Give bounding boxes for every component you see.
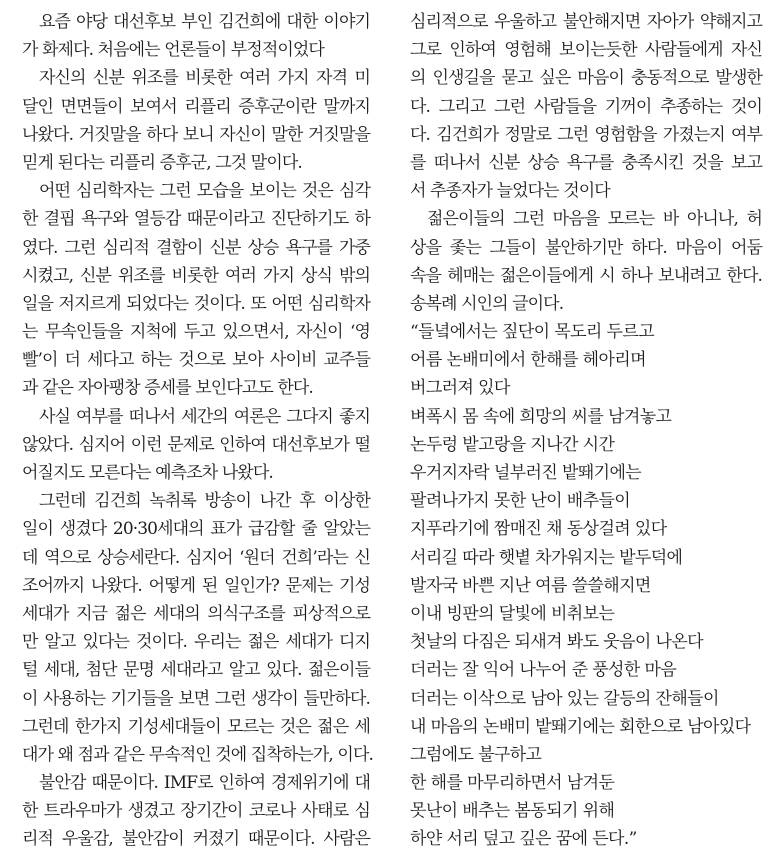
right-prose bbox=[410, 8, 762, 318]
poem-line: 내 마음의 논배미 밭뙈기에는 회한으로 남아있다 bbox=[410, 716, 751, 737]
text-line: 어질지도 모른다는 예측조차 나왔다. bbox=[22, 463, 273, 483]
right-column bbox=[410, 8, 762, 854]
text-line: 였다. 그런 심리적 결함이 신분 상승 욕구를 가중 bbox=[22, 237, 370, 258]
text-line: 를 떠나서 신분 상승 욕구를 충족시킨 것을 보고 bbox=[410, 152, 762, 173]
poem-line: 버그러져 있다 bbox=[410, 378, 510, 399]
poem-line: 이내 빙판의 달빛에 비취보는 bbox=[410, 603, 615, 624]
text-line: 그런데 김건희 녹취록 방송이 나간 후 이상한 bbox=[39, 491, 370, 512]
text-line: 요즘 야당 대선후보 부인 김건희에 대한 이야기 bbox=[39, 12, 370, 32]
text-line: 일을 저지르게 되었다는 것이다. 또 어떤 심리학자 bbox=[22, 293, 370, 314]
poem bbox=[410, 318, 762, 854]
poem-line: 논두렁 밭고랑을 지나간 시간 bbox=[410, 434, 615, 455]
text-line: 대가 왜 점과 같은 무속적인 것에 집착하는가, 이다. bbox=[22, 744, 373, 765]
poem-line: 지푸라기에 짬매진 채 동상걸려 있다 bbox=[410, 519, 667, 540]
poem-line: 못난이 배추는 봄동되기 위해 bbox=[410, 801, 615, 822]
text-line: 는 무속인들을 지척에 두고 있으면서, 자신이 ‘영 bbox=[22, 322, 370, 343]
poem-line: 한 해를 마무리하면서 남겨둔 bbox=[410, 773, 615, 794]
text-line: 젊은이들의 그런 마음을 모르는 바 아니나, 허 bbox=[427, 209, 762, 230]
poem-line: “들녘에서는 짚단이 목도리 두르고 bbox=[410, 322, 655, 343]
text-line: 세대가 지금 젊은 세대의 의식구조를 피상적으로 bbox=[22, 603, 370, 624]
poem-line: 벼폭시 몸 속에 희망의 씨를 남겨놓고 bbox=[410, 406, 672, 427]
text-line: 데 역으로 상승세란다. 심지어 ‘원더 건희’라는 신 bbox=[22, 547, 370, 568]
text-line: 송복례 시인의 글이다. bbox=[410, 293, 564, 314]
text-line: 다. 김건희가 정말로 그런 영험함을 가졌는지 여부 bbox=[410, 124, 762, 145]
text-line: 어떤 심리학자는 그런 모습을 보이는 것은 심각 bbox=[39, 181, 370, 202]
text-line: 믿게 된다는 리플리 증후군, 그것 말이다. bbox=[22, 152, 302, 173]
text-line: 의 인생길을 묻고 싶은 마음이 충동적으로 발생한 bbox=[410, 68, 762, 89]
text-line: 가 화제다. 처음에는 언론들이 부정적이었다 bbox=[22, 40, 324, 61]
text-line: 만 알고 있다는 것이다. 우리는 젊은 세대가 디지 bbox=[22, 632, 370, 653]
text-line: 달인 면면들이 보여서 리플리 증후군이란 말까지 bbox=[22, 96, 370, 117]
poem-line: 우거지자락 널부러진 밭뙈기에는 bbox=[410, 463, 642, 483]
text-line: 나왔다. 거짓말을 하다 보니 자신이 말한 거짓말을 bbox=[22, 124, 370, 145]
text-line: 빨’이 더 세다고 하는 것으로 보아 사이비 교주들 bbox=[22, 350, 370, 371]
text-line: 자신의 신분 위조를 비롯한 여러 가지 자격 미 bbox=[39, 68, 370, 89]
text-line: 불안감 때문이다. IMF로 인하여 경제위기에 대 bbox=[39, 773, 370, 794]
text-line: 한 결핍 욕구와 열등감 때문이라고 진단하기도 하 bbox=[22, 209, 370, 230]
text-line: 시켰고, 신분 위조를 비롯한 여러 가지 상식 밖의 bbox=[22, 265, 370, 286]
text-line: 한 트라우마가 생겼고 장기간이 코로나 사태로 심 bbox=[22, 801, 370, 822]
poem-line: 하얀 서리 덮고 깊은 꿈에 든다.” bbox=[410, 829, 637, 850]
text-line: 심리적으로 우울하고 불안해지면 자아가 약해지고 bbox=[410, 12, 762, 32]
text-line: 서 추종자가 늘었다는 것이다 bbox=[410, 181, 610, 202]
poem-line: 더러는 잘 익어 나누어 준 풍성한 마음 bbox=[410, 660, 677, 681]
text-line: 그런데 한가지 기성세대들이 모르는 것은 젊은 세 bbox=[22, 716, 370, 737]
text-line: 일이 생겼다 20·30세대의 표가 급감할 줄 알았는 bbox=[22, 519, 370, 540]
text-line: 사실 여부를 떠나서 세간의 여론은 그다지 좋지 bbox=[39, 406, 370, 427]
text-line: 상을 좇는 그들이 불안하기만 하다. 마음이 어둠 bbox=[410, 237, 762, 258]
poem-line: 더러는 이삭으로 남아 있는 갈등의 잔해들이 bbox=[410, 688, 719, 709]
poem-line: 그럼에도 불구하고 bbox=[410, 744, 542, 765]
text-line: 않았다. 심지어 이런 문제로 인하여 대선후보가 떨 bbox=[22, 434, 370, 455]
text-line: 조어까지 나왔다. 어떻게 된 일인가? 문제는 기성 bbox=[22, 575, 370, 596]
text-line: 털 세대, 첨단 문명 세대라고 알고 있다. 젊은이들 bbox=[22, 660, 370, 681]
left-column bbox=[22, 8, 373, 854]
poem-line: 발자국 바쁜 지난 여름 쓸쓸해지면 bbox=[410, 575, 651, 596]
text-line: 리적 우울감, 불안감이 커졌기 때문이다. 사람은 bbox=[22, 829, 370, 850]
text-line: 속을 헤매는 젊은이들에게 시 하나 보내려고 한다. bbox=[410, 265, 762, 286]
poem-line: 서리길 따라 햇볕 차가워지는 밭두덕에 bbox=[410, 547, 683, 568]
text-line: 과 같은 자아팽창 증세를 보인다고도 한다. bbox=[22, 378, 313, 399]
text-line: 이 사용하는 기기들을 보면 그런 생각이 들만하다. bbox=[22, 688, 370, 709]
text-line: 다. 그리고 그런 사람들을 기꺼이 추종하는 것이 bbox=[410, 96, 762, 117]
poem-line: 첫날의 다짐은 되새겨 봐도 웃음이 나온다 bbox=[410, 632, 703, 653]
text-line: 그로 인하여 영험해 보이는듯한 사람들에게 자신 bbox=[410, 40, 762, 61]
poem-line: 어름 논배미에서 한해를 헤아리며 bbox=[410, 350, 646, 371]
poem-line: 팔려나가지 못한 난이 배추들이 bbox=[410, 491, 631, 512]
